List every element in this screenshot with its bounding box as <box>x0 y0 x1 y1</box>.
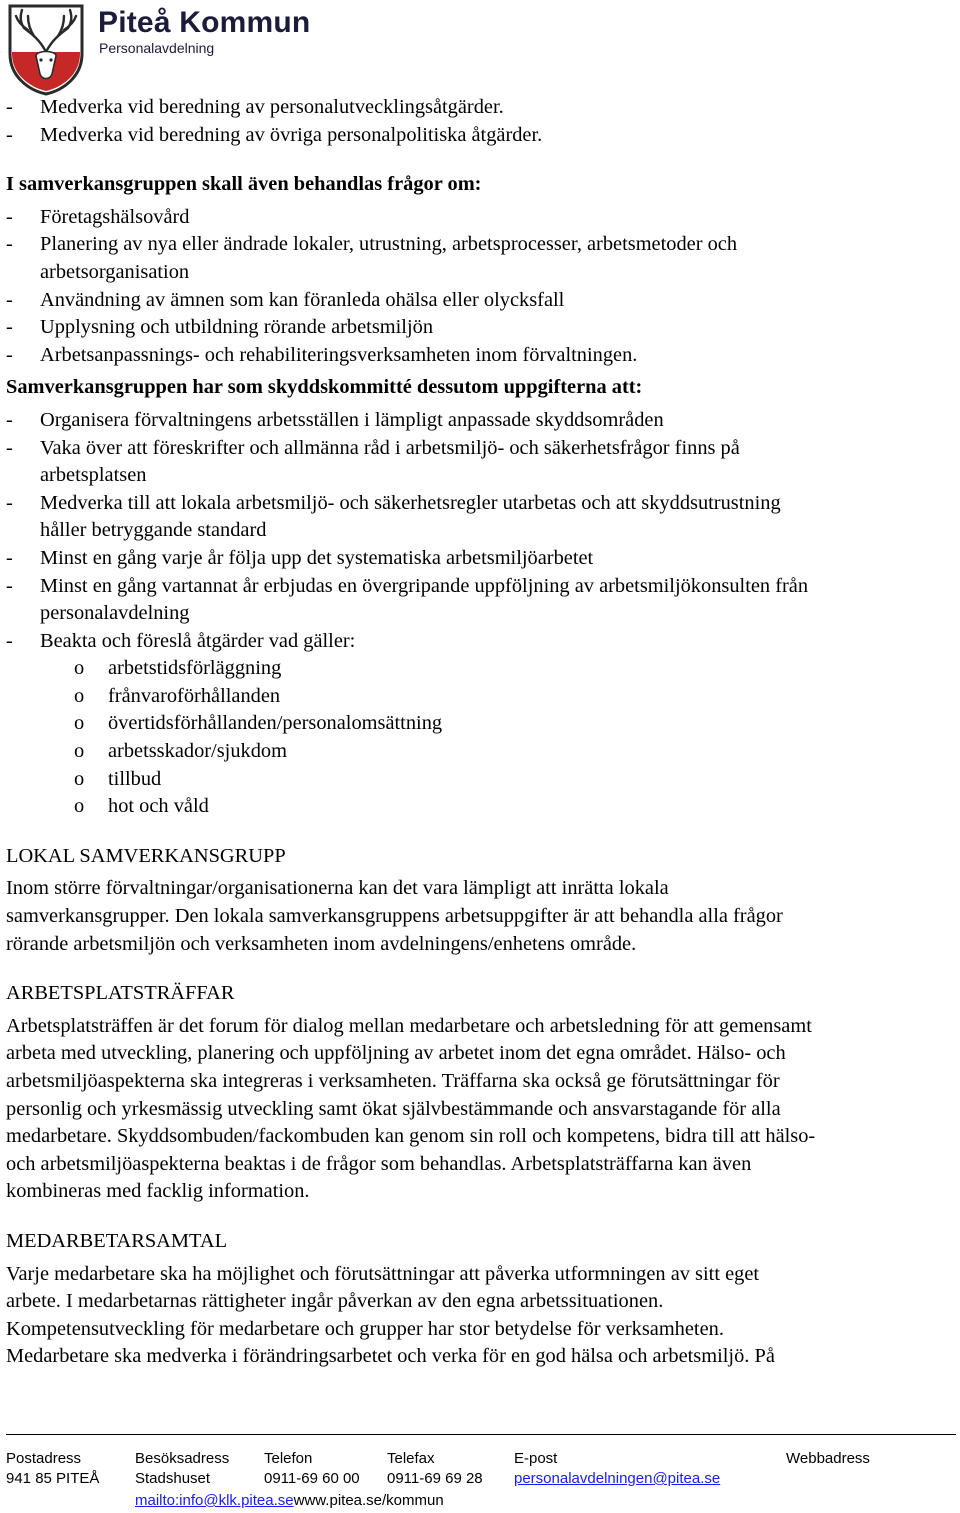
dash-bullet: - <box>6 96 13 118</box>
list-item-continuation: personalavdelning <box>40 602 190 625</box>
paragraph-line: medarbetare. Skyddsombuden/fackombuden kan genom sin roll och kompetens, bidra till att hälso- <box>6 1125 816 1148</box>
footer-epost-label: E-post <box>514 1450 558 1467</box>
dash-bullet: - <box>6 233 13 256</box>
dash-bullet: - <box>6 123 13 146</box>
list-item-continuation: håller betryggande standard <box>40 519 267 542</box>
paragraph-line: Medarbetare ska medverka i förändringsarbetet och verka för en god hälsa och arbetsmiljö. På <box>6 1345 775 1368</box>
paragraph-line: kombineras med facklig information. <box>6 1180 310 1203</box>
pitea-kommun-logo <box>6 2 86 96</box>
section-heading: MEDARBETARSAMTAL <box>6 1229 228 1252</box>
list-item: - Företagshälsovård <box>6 204 956 232</box>
dash-bullet: - <box>6 574 13 597</box>
dash-bullet: - <box>6 205 13 228</box>
paragraph-line: arbeta med utveckling, planering och uppföljning av arbetet inom det egna området. Hälso- och <box>6 1042 786 1065</box>
list-item: - Medverka vid beredning av övriga personalpolitiska åtgärder. <box>6 122 956 150</box>
section-heading: I samverkansgruppen skall även behandlas frågor om: <box>6 173 482 196</box>
paragraph-line: Arbetsplatsträffen är det forum för dialog mellan medarbetare och arbetsledning för att gemensamt <box>6 1014 812 1037</box>
dash-bullet: - <box>6 629 13 652</box>
footer-besok-label: Besöksadress <box>135 1450 230 1467</box>
footer-epost-link[interactable]: personalavdelningen@pitea.se <box>514 1470 721 1487</box>
dash-bullet: - <box>6 546 13 569</box>
footer-telefon-label: Telefon <box>264 1450 313 1467</box>
section-heading: ARBETSPLATSTRÄFFAR <box>6 982 235 1005</box>
list-item: - Minst en gång varje år följa upp det systematiska arbetsmiljöarbetet <box>6 545 956 573</box>
list-item: - Organisera förvaltningens arbetsställen i lämpligt anpassade skyddsområden <box>6 407 956 435</box>
list-item: - Planering av nya eller ändrade lokaler, utrustning, arbetsprocesser, arbetsmetoder och <box>6 231 956 259</box>
circle-bullet: o <box>74 767 85 790</box>
footer-telefax-value: 0911-69 69 28 <box>387 1470 483 1487</box>
sub-list-item: o arbetsskador/sjukdom <box>6 738 956 766</box>
dash-bullet: - <box>6 288 13 311</box>
document-body <box>6 94 956 1371</box>
footer-mailto-link[interactable]: mailto:info@klk.pitea.se <box>135 1492 294 1509</box>
sub-list-item: o hot och våld <box>6 793 956 821</box>
list-item: - Minst en gång vartannat år erbjudas en övergripande uppföljning av arbetsmiljökonsulten från <box>6 573 956 601</box>
dash-bullet: - <box>6 316 13 339</box>
paragraph-line: Kompetensutveckling för medarbetare och grupper har stor betydelse för verksamheten. <box>6 1317 724 1340</box>
list-item: - Användning av ämnen som kan föranleda ohälsa eller olycksfall <box>6 287 956 315</box>
circle-bullet: o <box>74 712 85 735</box>
section-heading: LOKAL SAMVERKANSGRUPP <box>6 844 286 867</box>
footer-web-value: www.pitea.se/kommun <box>293 1492 444 1509</box>
list-item: - Medverka till att lokala arbetsmiljö- och säkerhetsregler utarbetas och att skyddsutrustning <box>6 490 956 518</box>
list-item: - Upplysning och utbildning rörande arbetsmiljön <box>6 314 956 342</box>
paragraph-line: rörande arbetsmiljön och verksamheten inom avdelningens/enhetens område. <box>6 932 637 955</box>
list-item-continuation: arbetsorganisation <box>40 260 190 283</box>
dash-bullet: - <box>6 436 13 459</box>
footer-besok-value: Stadshuset <box>135 1470 211 1487</box>
dash-bullet: - <box>6 343 13 366</box>
circle-bullet: o <box>74 657 85 680</box>
circle-bullet: o <box>74 795 85 818</box>
paragraph-line: Varje medarbetare ska ha möjlighet och förutsättningar att påverka utformningen av sitt eget <box>6 1262 760 1285</box>
sub-list-item: o arbetstidsförläggning <box>6 655 956 683</box>
section-heading: Samverkansgruppen har som skyddskommitté dessutom uppgifterna att: <box>6 376 643 399</box>
list-item-continuation: arbetsplatsen <box>40 464 147 487</box>
circle-bullet: o <box>74 684 85 707</box>
paragraph-line: personlig och yrkesmässig utveckling samt ökat självbestämmande och ansvarstagande för alla <box>6 1097 781 1120</box>
footer-divider <box>6 1434 956 1435</box>
footer-webb-label: Webbadress <box>786 1450 870 1467</box>
footer-telefon-value: 0911-69 60 00 <box>264 1470 360 1487</box>
paragraph-line: och arbetsmiljöaspekterna beaktas i de frågor som behandlas. Arbetsplatsträffarna kan även <box>6 1152 752 1175</box>
footer-postadress-label: Postadress <box>6 1450 82 1467</box>
list-item: - Beakta och föreslå åtgärder vad gäller: <box>6 628 956 656</box>
list-item: - Arbetsanpassnings- och rehabiliteringsverksamheten inom förvaltningen. <box>6 342 956 370</box>
dash-bullet: - <box>6 491 13 514</box>
page-header <box>6 2 406 98</box>
paragraph-line: arbete. I medarbetarnas rättigheter ingår påverkan av den egna arbetssituationen. <box>6 1290 664 1313</box>
footer-postadress-value: 941 85 PITEÅ <box>6 1470 100 1487</box>
footer-mailto-row <box>135 1492 444 1509</box>
paragraph-line: Inom större förvaltningar/organisationerna kan det vara lämpligt att inrätta lokala <box>6 877 669 900</box>
sub-list-item: o övertidsförhållanden/personalomsättning <box>6 710 956 738</box>
sub-list-item: o tillbud <box>6 766 956 794</box>
list-item: - Vaka över att föreskrifter och allmänna råd i arbetsmiljö- och säkerhetsfrågor finns på <box>6 435 956 463</box>
list-item: - Medverka vid beredning av personalutvecklingsåtgärder. <box>6 94 956 122</box>
org-department: Personalavdelning <box>99 40 215 56</box>
sub-list-item: o frånvaroförhållanden <box>6 683 956 711</box>
dash-bullet: - <box>6 408 13 431</box>
paragraph-line: samverkansgrupper. Den lokala samverkansgruppens arbetsuppgifter är att behandla alla frågor <box>6 905 783 928</box>
org-name: Piteå Kommun <box>98 6 311 39</box>
paragraph-line: arbetsmiljöaspekterna ska integreras i verksamheten. Träffarna ska också ge förutsättningar för <box>6 1070 780 1092</box>
footer-telefax-label: Telefax <box>387 1450 435 1467</box>
circle-bullet: o <box>74 740 85 763</box>
